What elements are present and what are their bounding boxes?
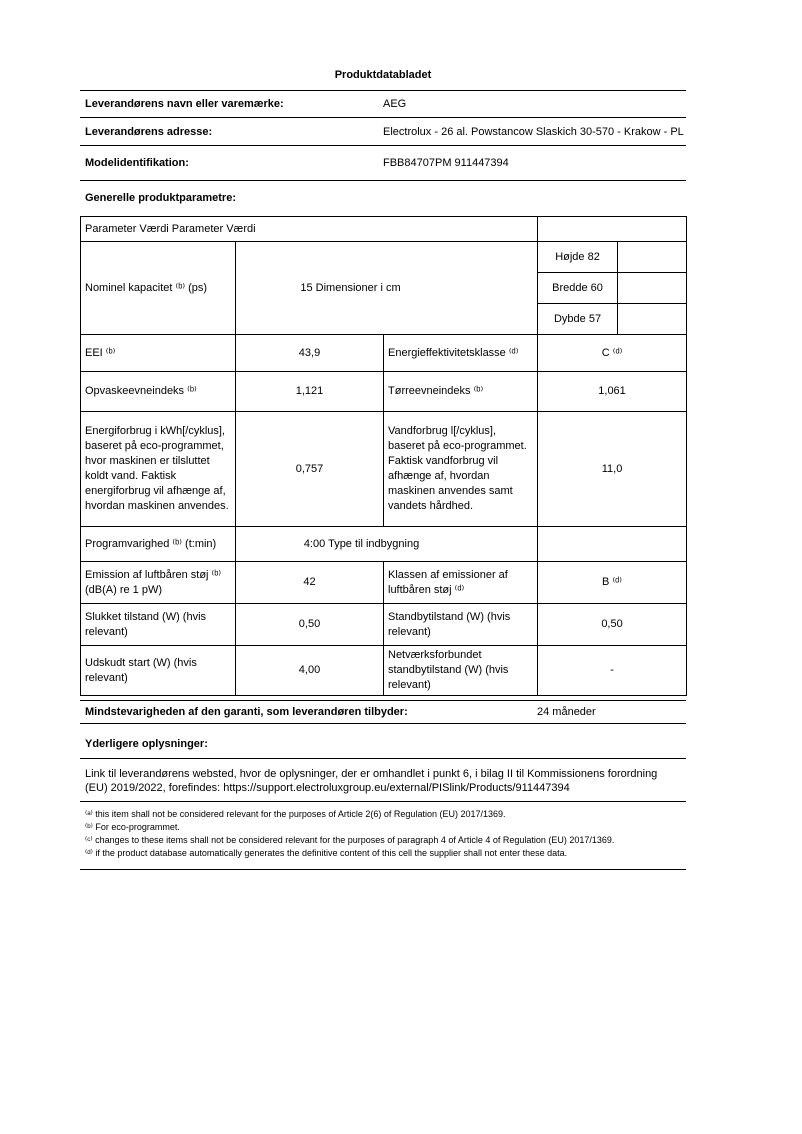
capacity-dimensions-row — [81, 242, 687, 273]
footnotes-section — [80, 802, 686, 870]
supplier-address-row — [80, 118, 686, 146]
dimension-height-cell: Højde 82 — [538, 242, 618, 273]
noise-label-cell: Emission af luftbåren støj ⁽ᵇ⁾ (dB(A) re 1 pW) — [81, 562, 236, 604]
empty-cell — [538, 527, 687, 562]
supplier-name-row — [80, 91, 686, 118]
cleaning-index-value-cell: 1,121 — [236, 372, 384, 412]
additional-info-heading: Yderligere oplysninger: — [80, 737, 686, 759]
supplier-website-text: Link til leverandørens websted, hvor de oplysninger, der er omhandlet i punkt 6, i bilag II til Kommissionens forordning (EU) 2019/2022, forefindes: — [85, 768, 658, 794]
eei-label-cell: EEI ⁽ᵇ⁾ — [81, 335, 236, 372]
noise-class-label-cell: Klassen af emissioner af luftbåren støj ⁽ᵈ⁾ — [384, 562, 538, 604]
supplier-name-value: AEG — [383, 98, 407, 110]
empty-cell — [618, 304, 687, 335]
off-mode-value-cell: 0,50 — [236, 604, 384, 646]
noise-class-value-cell: B ⁽ᵈ⁾ — [538, 562, 687, 604]
general-parameters-heading: Generelle produktparametre: — [85, 192, 236, 204]
warranty-label: Mindstevarigheden af den garanti, som leverandøren tilbyder: — [85, 706, 408, 718]
dimension-depth-cell: Dybde 57 — [538, 304, 618, 335]
warranty-value: 24 måneder — [537, 706, 596, 718]
delay-start-row — [81, 646, 687, 696]
program-duration-value-cell: 4:00 Type til indbygning — [236, 527, 538, 562]
delay-start-value-cell: 4,00 — [236, 646, 384, 696]
supplier-info-table — [80, 90, 686, 181]
eei-value-cell: 43,9 — [236, 335, 384, 372]
off-mode-row — [81, 604, 687, 646]
noise-value-cell: 42 — [236, 562, 384, 604]
table-header-row — [81, 217, 687, 242]
supplier-address-label: Leverandørens adresse: — [85, 125, 213, 138]
supplier-website-paragraph — [80, 759, 686, 802]
energy-consumption-value-cell: 0,757 — [236, 412, 384, 527]
energy-class-value-cell: C ⁽ᵈ⁾ — [538, 335, 687, 372]
footnote-a: ⁽ᵃ⁾ this item shall not be considered relevant for the purposes of Article 2(6) of Regulation (EU) 2017/1369. — [85, 809, 506, 819]
empty-cell — [618, 242, 687, 273]
footnote-b: ⁽ᵇ⁾ For eco-programmet. — [85, 822, 180, 832]
capacity-value-cell: 15 Dimensioner i cm — [236, 242, 538, 335]
cleaning-index-label-cell: Opvaskeevneindeks ⁽ᵇ⁾ — [81, 372, 236, 412]
eei-row — [81, 335, 687, 372]
warranty-row — [80, 700, 686, 724]
footnote-c: ⁽ᶜ⁾ changes to these items shall not be considered relevant for the purposes of paragraph 4 of Article 4 of Regulation (EU) 2017/1369. — [85, 835, 615, 845]
model-identifier-row — [80, 146, 686, 181]
supplier-website-link[interactable]: https://support.electroluxgroup.eu/external/PISlink/Products/911447394 — [223, 782, 570, 794]
document-title: Produktdatabladet — [334, 69, 432, 81]
drying-index-value-cell: 1,061 — [538, 372, 687, 412]
energy-class-label-cell: Energieffektivitetsklasse ⁽ᵈ⁾ — [384, 335, 538, 372]
delay-start-label-cell: Udskudt start (W) (hvis relevant) — [81, 646, 236, 696]
empty-cell — [538, 217, 687, 242]
consumption-row — [81, 412, 687, 527]
noise-row — [81, 562, 687, 604]
capacity-label-cell: Nominel kapacitet ⁽ᵇ⁾ (ps) — [81, 242, 236, 335]
networked-standby-label-cell: Netværksforbundet standbytilstand (W) (hvis relevant) — [384, 646, 538, 696]
document-content — [80, 0, 686, 870]
standby-value-cell: 0,50 — [538, 604, 687, 646]
water-consumption-label-cell: Vandforbrug l[/cyklus], baseret på eco-programmet. Faktisk vandforbrug vil afhænge af, hvordan maskinen anvendes samt vandets hårdhed. — [384, 412, 538, 527]
model-identifier-label: Modelidentifikation: — [85, 157, 189, 169]
off-mode-label-cell: Slukket tilstand (W) (hvis relevant) — [81, 604, 236, 646]
cleaning-index-row — [81, 372, 687, 412]
drying-index-label-cell: Tørreevneindeks ⁽ᵇ⁾ — [384, 372, 538, 412]
networked-standby-value-cell: - — [538, 646, 687, 696]
energy-consumption-label-cell: Energiforbrug i kWh[/cyklus], baseret på eco-programmet, hvor maskinen er tilsluttet koldt vand. Faktisk energiforbrug vil afhænge af, hvordan maskinen anvendes. — [81, 412, 236, 527]
program-duration-label-cell: Programvarighed ⁽ᵇ⁾ (t:min) — [81, 527, 236, 562]
program-duration-row — [81, 527, 687, 562]
model-identifier-value: FBB84707PM 911447394 — [383, 157, 509, 169]
standby-label-cell: Standbytilstand (W) (hvis relevant) — [384, 604, 538, 646]
empty-cell — [618, 273, 687, 304]
water-consumption-value-cell: 11,0 — [538, 412, 687, 527]
supplier-address-value: Electrolux - 26 al. Powstancow Slaskich 30-570 - Krakow - PL — [383, 125, 684, 138]
dimension-width-cell: Bredde 60 — [538, 273, 618, 304]
table-header-cell: Parameter Værdi Parameter Værdi — [81, 217, 538, 242]
general-parameters-table — [80, 216, 687, 696]
supplier-name-label: Leverandørens navn eller varemærke: — [85, 98, 284, 110]
footnote-d: ⁽ᵈ⁾ if the product database automatically generates the definitive content of this cell the supplier shall not enter these data. — [85, 848, 568, 858]
